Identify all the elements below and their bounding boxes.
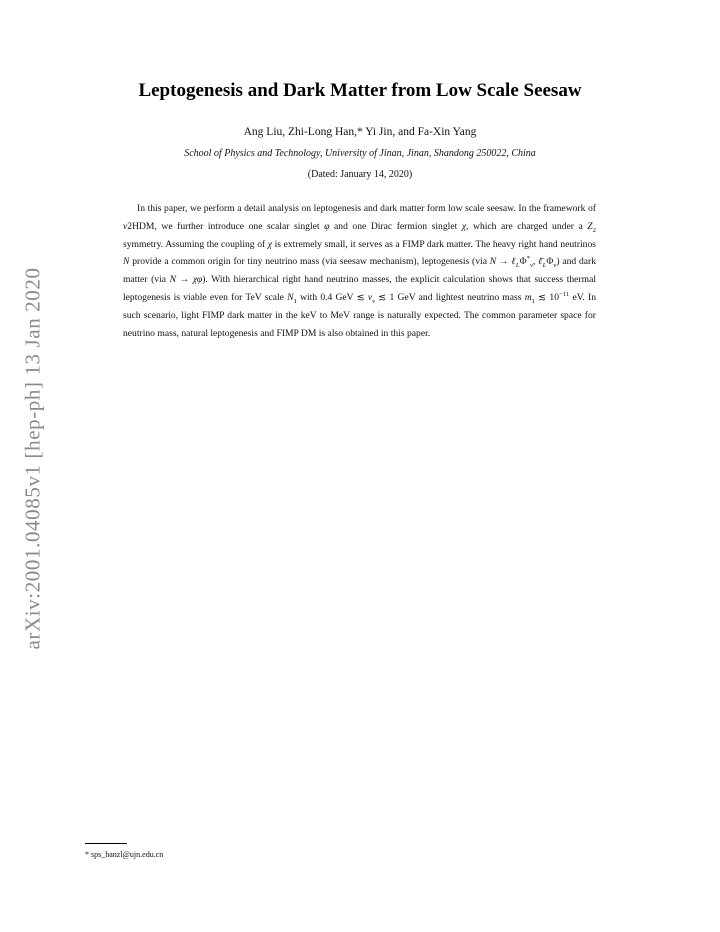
footnote-email: * sps_hanzl@ujn.edu.cn bbox=[85, 850, 164, 859]
math-m1-bound: $m_1$ ≲ $10^{-11}$ bbox=[524, 290, 570, 305]
abstract-text: and lightest neutrino mass bbox=[415, 291, 525, 303]
footnote-rule bbox=[85, 843, 127, 844]
affiliation: School of Physics and Technology, University of Jinan, Jinan, Shandong 250022, China bbox=[184, 148, 536, 159]
abstract-text: eV. In such scenario, light FIMP dark matter in the keV to MeV range is naturally expected. The common parameter space for neutrino mass, natural leptogenesis and FIMP DM is also obtained in this paper. bbox=[123, 291, 596, 339]
arxiv-stamp-text: arXiv:2001.04085v1 [hep-ph] 13 Jan 2020 bbox=[20, 266, 45, 650]
paper-title: Leptogenesis and Dark Matter from Low Scale Seesaw bbox=[138, 80, 582, 101]
date-line: (Dated: January 14, 2020) bbox=[307, 169, 413, 180]
math-z2: $Z_2$ bbox=[587, 220, 596, 234]
abstract-text: symmetry. Assuming the coupling of bbox=[123, 238, 268, 250]
abstract-text: ) and dark matter (via bbox=[123, 256, 597, 286]
abstract-text: In this paper, we perform a detail analysis on leptogenesis and dark matter form low scale seesaw. In the framework of bbox=[137, 203, 596, 214]
abstract-text: ). With hierarchical right hand neutrino masses, the explicit calculation shows that success thermal leptogenesis is viable even for TeV scale bbox=[123, 274, 596, 303]
math-chi: χ bbox=[461, 220, 467, 232]
arxiv-identifier-stamp bbox=[13, 253, 53, 663]
math-N: N bbox=[123, 256, 130, 268]
math-decay-dm: N → χφ bbox=[169, 274, 203, 286]
abstract-text: with bbox=[296, 291, 321, 303]
math-chi: χ bbox=[267, 238, 273, 250]
math-phi: φ bbox=[324, 220, 330, 232]
abstract-text: is extremely small, it serves as a FIMP dark matter. The heavy right hand neutrinos bbox=[272, 238, 596, 250]
author-list: Ang Liu, Zhi-Long Han,* Yi Jin, and Fa-Xin Yang bbox=[243, 126, 477, 138]
math-vev-range: 0.4 GeV ≲ $v_\nu$ ≲ 1 GeV bbox=[320, 291, 416, 305]
math-decay-lepton: $N \to \ell_L\Phi^*_\nu$, $\ell̄_L\Phi_\nu$ bbox=[489, 255, 557, 270]
abstract-text: provide a common origin for tiny neutrino mass (via seesaw mechanism), leptogenesis (via bbox=[129, 256, 490, 268]
math-N1: $N_1$ bbox=[287, 291, 297, 305]
abstract-text: , which are charged under a bbox=[466, 220, 588, 232]
abstract-text: and one Dirac fermion singlet bbox=[329, 220, 462, 232]
abstract-text: 2HDM, we further introduce one scalar singlet bbox=[127, 220, 325, 232]
math-nu: ν bbox=[123, 220, 128, 232]
abstract bbox=[123, 200, 596, 342]
